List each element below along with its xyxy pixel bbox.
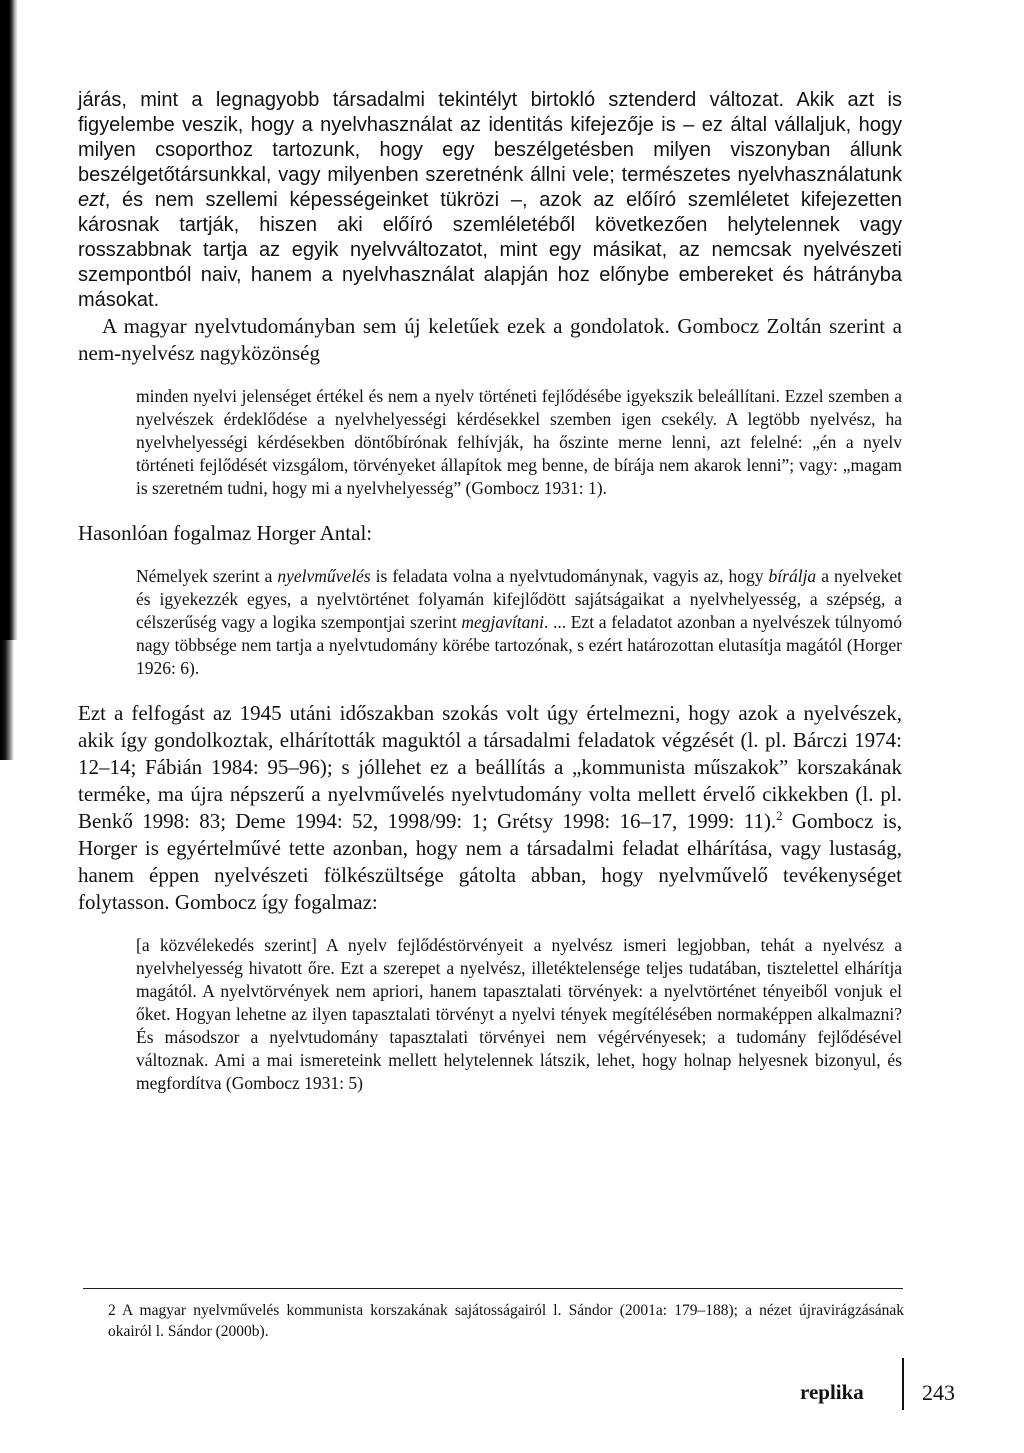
footnote-divider <box>83 1288 903 1289</box>
paragraph-1: járás, mint a legnagyobb társadalmi tekintélyt birtokló sztenderd változat. Akik azt is figyelembe veszik, hogy a nyelvhasználat az identitás kifejezője is – ez által vállaljuk, hogy milyen csoporthoz tartozunk, hogy egy beszélgetésben milyen viszonyban állunk beszélgetőtársunkkal, vagy milyenben szeretnénk állni vele; természetes nyelvhasználatunk ezt, és nem szellemi képességeinket tükrözi –, azok az előíró szemléletet kifejezetten károsnak tartják, hiszen aki előíró szemléletéből következően helytelennek vagy rosszabbnak tartja az egyik nyelvváltozatot, mint egy másikat, az nemcsak nyelvészeti szempontból naiv, hanem a nyelvhasználat alapján hoz előnybe embereket és hátrányba másokat. <box>78 89 902 311</box>
footnote-ref: 2 <box>776 809 783 823</box>
footer-divider <box>902 1358 904 1410</box>
page-body <box>78 88 902 1115</box>
page-number: 243 <box>922 1380 955 1405</box>
footnote-number: 2 <box>108 1302 116 1319</box>
block-quote-horger: Némelyek szerint a nyelvművelés is feladata volna a nyelvtudománynak, vagyis az, hogy bírálja a nyelveket és igyekezzék egyes, a nyelvtörténet folyamán kifejlődött sajátságaikat a nyelvhelyesség, a szépség, a célszerűség vagy a logika szempontjai szerint megjavítani. ... Ezt a feladatot azonban a nyelvészek túlnyomó nagy többsége nem tartja a nyelvtudomány körébe tartozónak, s ezért határozottan elutasítja magától (Horger 1926: 6). <box>136 566 902 678</box>
block-quote-gombocz-1: minden nyelvi jelenséget értékel és nem a nyelv történeti fejlődésébe igyekszik beleállítani. Ezzel szemben a nyelvészek érdeklődése a nyelvhelyességi kérdésekkel szemben igen csekély. A legtöbb nyelvész, ha nyelvhelyességi kérdésekben döntőbírónak felhívják, ha őszinte merne lenni, azt felelné: „én a nyelv történeti fejlődését vizsgálom, törvényeket állapítok meg benne, de bírája nem akarok lenni”; vagy: „magam is szeretném tudni, hogy mi a nyelvhelyesség” (Gombocz 1931: 1). <box>136 386 902 498</box>
block-quote-gombocz-2: [a közvélekedés szerint] A nyelv fejlődéstörvényeit a nyelvész ismeri legjobban, tehát a nyelvész a nyelvhelyesség hivatott őre. Ezt a szerepet a nyelvész, illetéktelensége teljes tudatában, tisztelettel elhárítja magától. A nyelvtörvények nem apriori, hanem tapasztalati törvények: a nyelvtörténet tényeiből vonjuk el őket. Hogyan lehetne az ilyen tapasztalati törvényt a nyelvi tények megítélésében normaképpen alkalmazni? És másodszor a nyelvtudomány tapasztalati törvényei nem végérvényesek; a tudomány fejlődésével változnak. Ami a mai ismereteink mellett helytelennek látszik, lehet, hogy holnap helyesnek bizonyul, és megfordítva (Gombocz 1931: 5) <box>136 935 902 1093</box>
paragraph-4: Ezt a felfogást az 1945 utáni időszakban szokás volt úgy értelmezni, hogy azok a nyelvészek, akik így gondolkoztak, elhárították maguktól a társadalmi feladatok végzését (l. pl. Bárczi 1974: 12–14; Fábián 1984: 95–96); s jóllehet ez a beállítás a „kommunista műszakok” korszakának terméke, ma újra népszerű a nyelvművelés nyelvtudomány volta mellett érvelő cikkekben (l. pl. Benkő 1998: 83; Deme 1994: 52, 1998/99: 1; Grétsy 1998: 16–17, 1999: 11).$^2$ Gombocz is, Horger is egyértelművé tette azonban, hogy nem a társadalmi feladat elhárítása, vagy lustaság, hanem éppen nyelvészeti fölkészültsége gátolta abban, hogy nyelvművelő tevékenységet folytasson. Gombocz így fogalmaz: <box>78 701 902 914</box>
paragraph-2: A magyar nyelvtudományban sem új keletűek ezek a gondolatok. Gombocz Zoltán szerint a nem-nyelvész nagyközönség <box>78 314 902 365</box>
scan-edge-shadow <box>0 0 18 640</box>
scan-edge-shadow-lower <box>0 640 14 760</box>
journal-name: replika <box>800 1380 864 1404</box>
paragraph-3: Hasonlóan fogalmaz Horger Antal: <box>78 521 373 545</box>
footnote <box>108 1300 904 1342</box>
footnote-text: A magyar nyelvművelés kommunista korszakának sajátosságairól l. Sándor (2001a: 179–188); a nézet újravirágzásának okairól l. Sándor (2000b). <box>108 1302 904 1340</box>
